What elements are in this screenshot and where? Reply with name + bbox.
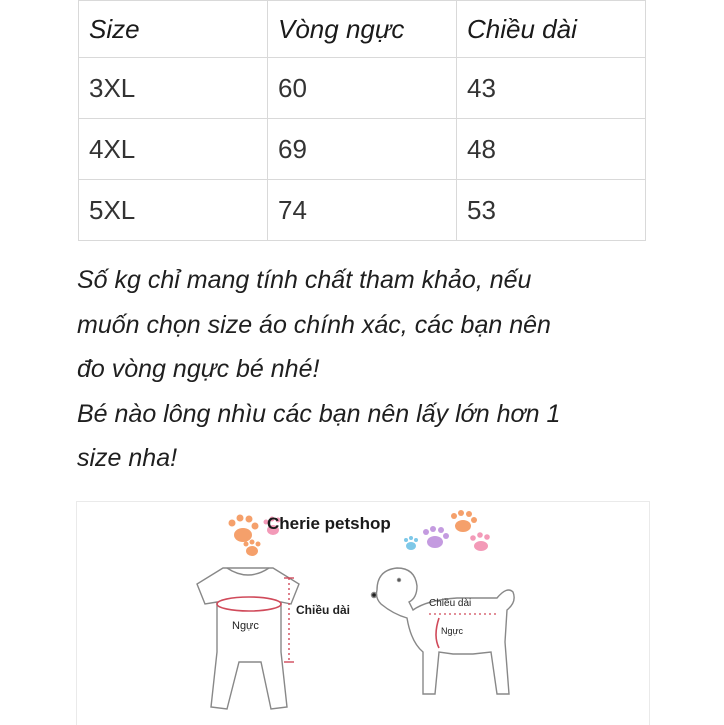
guide-illustration	[77, 502, 649, 725]
cell-chest: 60	[268, 58, 457, 119]
measurement-guide-image	[76, 501, 650, 725]
cell-size: 3XL	[79, 58, 268, 119]
length-measure-icon	[284, 578, 294, 662]
note-line: Số kg chỉ mang tính chất tham khảo, nếu	[77, 266, 532, 294]
note-line: đo vòng ngực bé nhé!	[77, 355, 320, 383]
size-note	[77, 258, 677, 481]
dog-length-label: Chiều dài	[429, 598, 472, 609]
cell-length: 43	[457, 58, 646, 119]
shirt-chest-label: Ngực	[232, 620, 259, 632]
note-line: size nha!	[77, 444, 178, 472]
shirt-icon	[197, 568, 299, 709]
shirt-length-label: Chiều dài	[296, 603, 351, 617]
paw-icon	[451, 510, 477, 532]
cell-length: 48	[457, 119, 646, 180]
paw-icon	[423, 526, 449, 548]
table-header-row	[79, 1, 646, 58]
note-line: muốn chọn size áo chính xác, các bạn nên	[77, 310, 551, 339]
cell-length: 53	[457, 180, 646, 241]
header-chest: Vòng ngực	[268, 1, 457, 58]
note-line: Bé nào lông nhìu các bạn nên lấy lớn hơn 1	[77, 399, 561, 428]
header-length: Chiều dài	[457, 1, 646, 58]
table-row	[79, 58, 646, 119]
dog-chest-label: Ngực	[441, 626, 464, 636]
table-row	[79, 180, 646, 241]
paw-icon	[404, 536, 418, 550]
paw-icon	[470, 532, 490, 551]
paw-icon	[244, 540, 261, 557]
cell-size: 5XL	[79, 180, 268, 241]
cell-chest: 74	[268, 180, 457, 241]
header-size: Size	[79, 1, 268, 58]
size-table	[78, 0, 646, 241]
table-row	[79, 119, 646, 180]
paw-icon	[229, 515, 259, 543]
cell-chest: 69	[268, 119, 457, 180]
brand-name: Cherie petshop	[267, 514, 391, 533]
cell-size: 4XL	[79, 119, 268, 180]
